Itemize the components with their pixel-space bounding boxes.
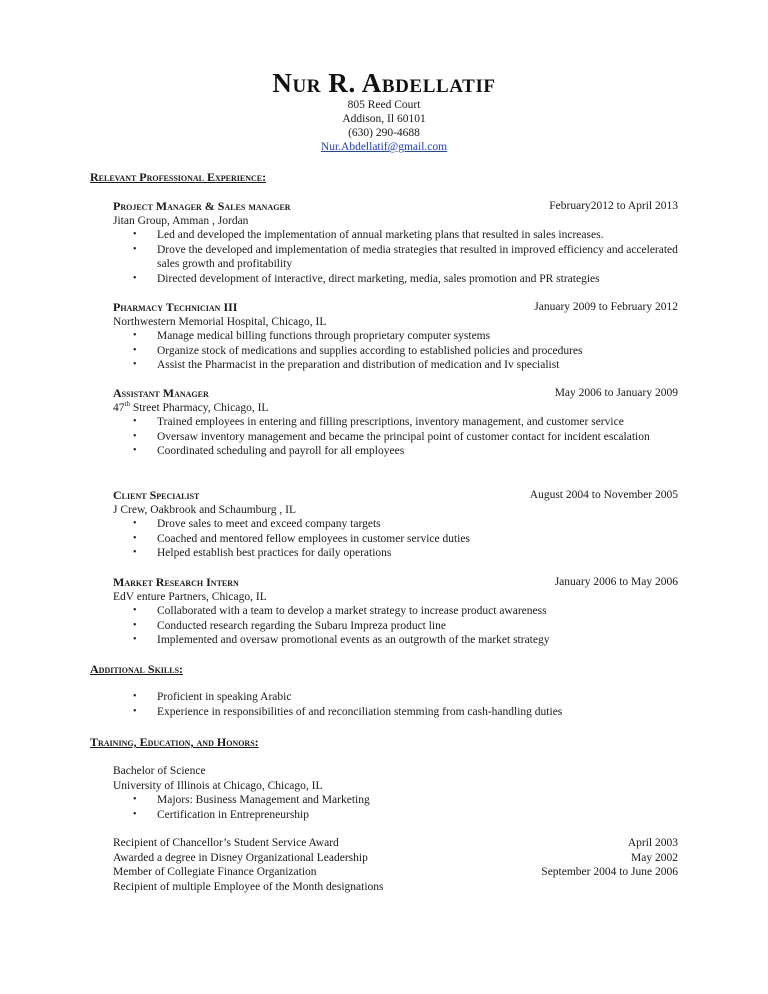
skills-heading: Additional Skills:: [90, 662, 184, 676]
job-dates: February2012 to April 2013: [549, 200, 678, 212]
job-organization: 47th Street Pharmacy, Chicago, IL: [113, 399, 269, 414]
job-bullet: • Drove the developed and implementation of media strategies that resulted in improved efficiency and accelerated sales growth and profitability: [113, 243, 678, 272]
honor-text: Recipient of multiple Employee of the Month designations: [113, 880, 384, 893]
skill-item: • Experience in responsibilities of and reconciliation stemming from cash-handling duties: [113, 705, 678, 720]
education-bullet: • Certification in Entrepreneurship: [113, 808, 678, 823]
job-dates: January 2009 to February 2012: [534, 301, 678, 313]
school: University of Illinois at Chicago, Chicago, IL: [113, 779, 323, 792]
honor-row: [113, 880, 678, 895]
job-entry: [113, 300, 678, 373]
education-bullet: • Majors: Business Management and Marketing: [113, 793, 678, 808]
education-entry: [113, 764, 678, 822]
job-bullet: • Trained employees in entering and filling prescriptions, inventory management, and customer service: [113, 415, 678, 430]
job-bullet: • Conducted research regarding the Subaru Impreza product line: [113, 619, 678, 634]
job-entry: [113, 199, 678, 287]
job-bullet: • Directed development of interactive, direct marketing, media, sales promotion and PR strategies: [113, 272, 678, 287]
job-bullet: • Coordinated scheduling and payroll for all employees: [113, 444, 678, 459]
job-title: Client Specialist: [113, 488, 200, 502]
honor-text: Awarded a degree in Disney Organizational Leadership: [113, 851, 368, 864]
honor-date: September 2004 to June 2006: [541, 866, 678, 879]
job-bullet: • Oversaw inventory management and became the principal point of customer contact for incident escalation: [113, 430, 678, 445]
education-heading: Training, Education, and Honors:: [90, 735, 259, 749]
job-bullet: • Organize stock of medications and supplies according to established policies and procedures: [113, 344, 678, 359]
job-bullet: • Led and developed the implementation of annual marketing plans that resulted in sales increases.: [113, 228, 678, 243]
job-title: Market Research Intern: [113, 575, 239, 589]
experience-heading: Relevant Professional Experience:: [90, 170, 267, 184]
honor-date: April 2003: [627, 837, 678, 849]
skill-item: • Proficient in speaking Arabic: [113, 690, 678, 705]
email-link[interactable]: Nur.Abdellatif@gmail.com: [320, 141, 448, 153]
job-bullet: • Collaborated with a team to develop a market strategy to increase product awareness: [113, 604, 678, 619]
job-entry: [113, 575, 678, 648]
job-dates: January 2006 to May 2006: [554, 576, 678, 588]
honors-list: [113, 836, 678, 894]
honor-date: May 2002: [631, 851, 678, 864]
job-organization: Northwestern Memorial Hospital, Chicago, IL: [113, 315, 327, 328]
job-bullet: • Drove sales to meet and exceed company targets: [113, 517, 678, 532]
job-title: Assistant Manager: [113, 386, 209, 400]
job-bullet: • Implemented and oversaw promotional events as an outgrowth of the market strategy: [113, 633, 678, 648]
degree: Bachelor of Science: [113, 765, 206, 777]
job-organization: J Crew, Oakbrook and Schaumburg , IL: [113, 503, 297, 516]
address-line-1: 805 Reed Court: [347, 99, 421, 111]
job-dates: August 2004 to November 2005: [529, 489, 678, 501]
honor-row: [113, 865, 678, 880]
honor-row: [113, 836, 678, 851]
honor-text: Member of Collegiate Finance Organization: [113, 866, 317, 879]
job-dates: May 2006 to January 2009: [554, 387, 678, 399]
skills-list: [113, 690, 678, 719]
honor-row: [113, 851, 678, 866]
job-bullet: • Coached and mentored fellow employees in customer service duties: [113, 532, 678, 547]
applicant-name: Nur R. Abdellatif: [272, 68, 496, 98]
address-line-2: Addison, Il 60101: [342, 113, 426, 125]
job-organization: Jitan Group, Amman , Jordan: [113, 214, 249, 227]
job-bullet: • Assist the Pharmacist in the preparation and distribution of medication and Iv specialist: [113, 358, 678, 373]
job-title: Pharmacy Technician III: [113, 300, 238, 314]
job-organization: EdV enture Partners, Chicago, IL: [113, 590, 267, 603]
resume-header: [0, 68, 768, 154]
honor-text: Recipient of Chancellor’s Student Service Award: [113, 837, 339, 849]
job-entry: [113, 488, 678, 561]
job-bullet: • Helped establish best practices for daily operations: [113, 546, 678, 561]
job-title: Project Manager & Sales manager: [113, 199, 291, 213]
job-entry: [113, 386, 678, 459]
job-bullet: • Manage medical billing functions through proprietary computer systems: [113, 329, 678, 344]
phone-number: (630) 290-4688: [348, 127, 420, 139]
